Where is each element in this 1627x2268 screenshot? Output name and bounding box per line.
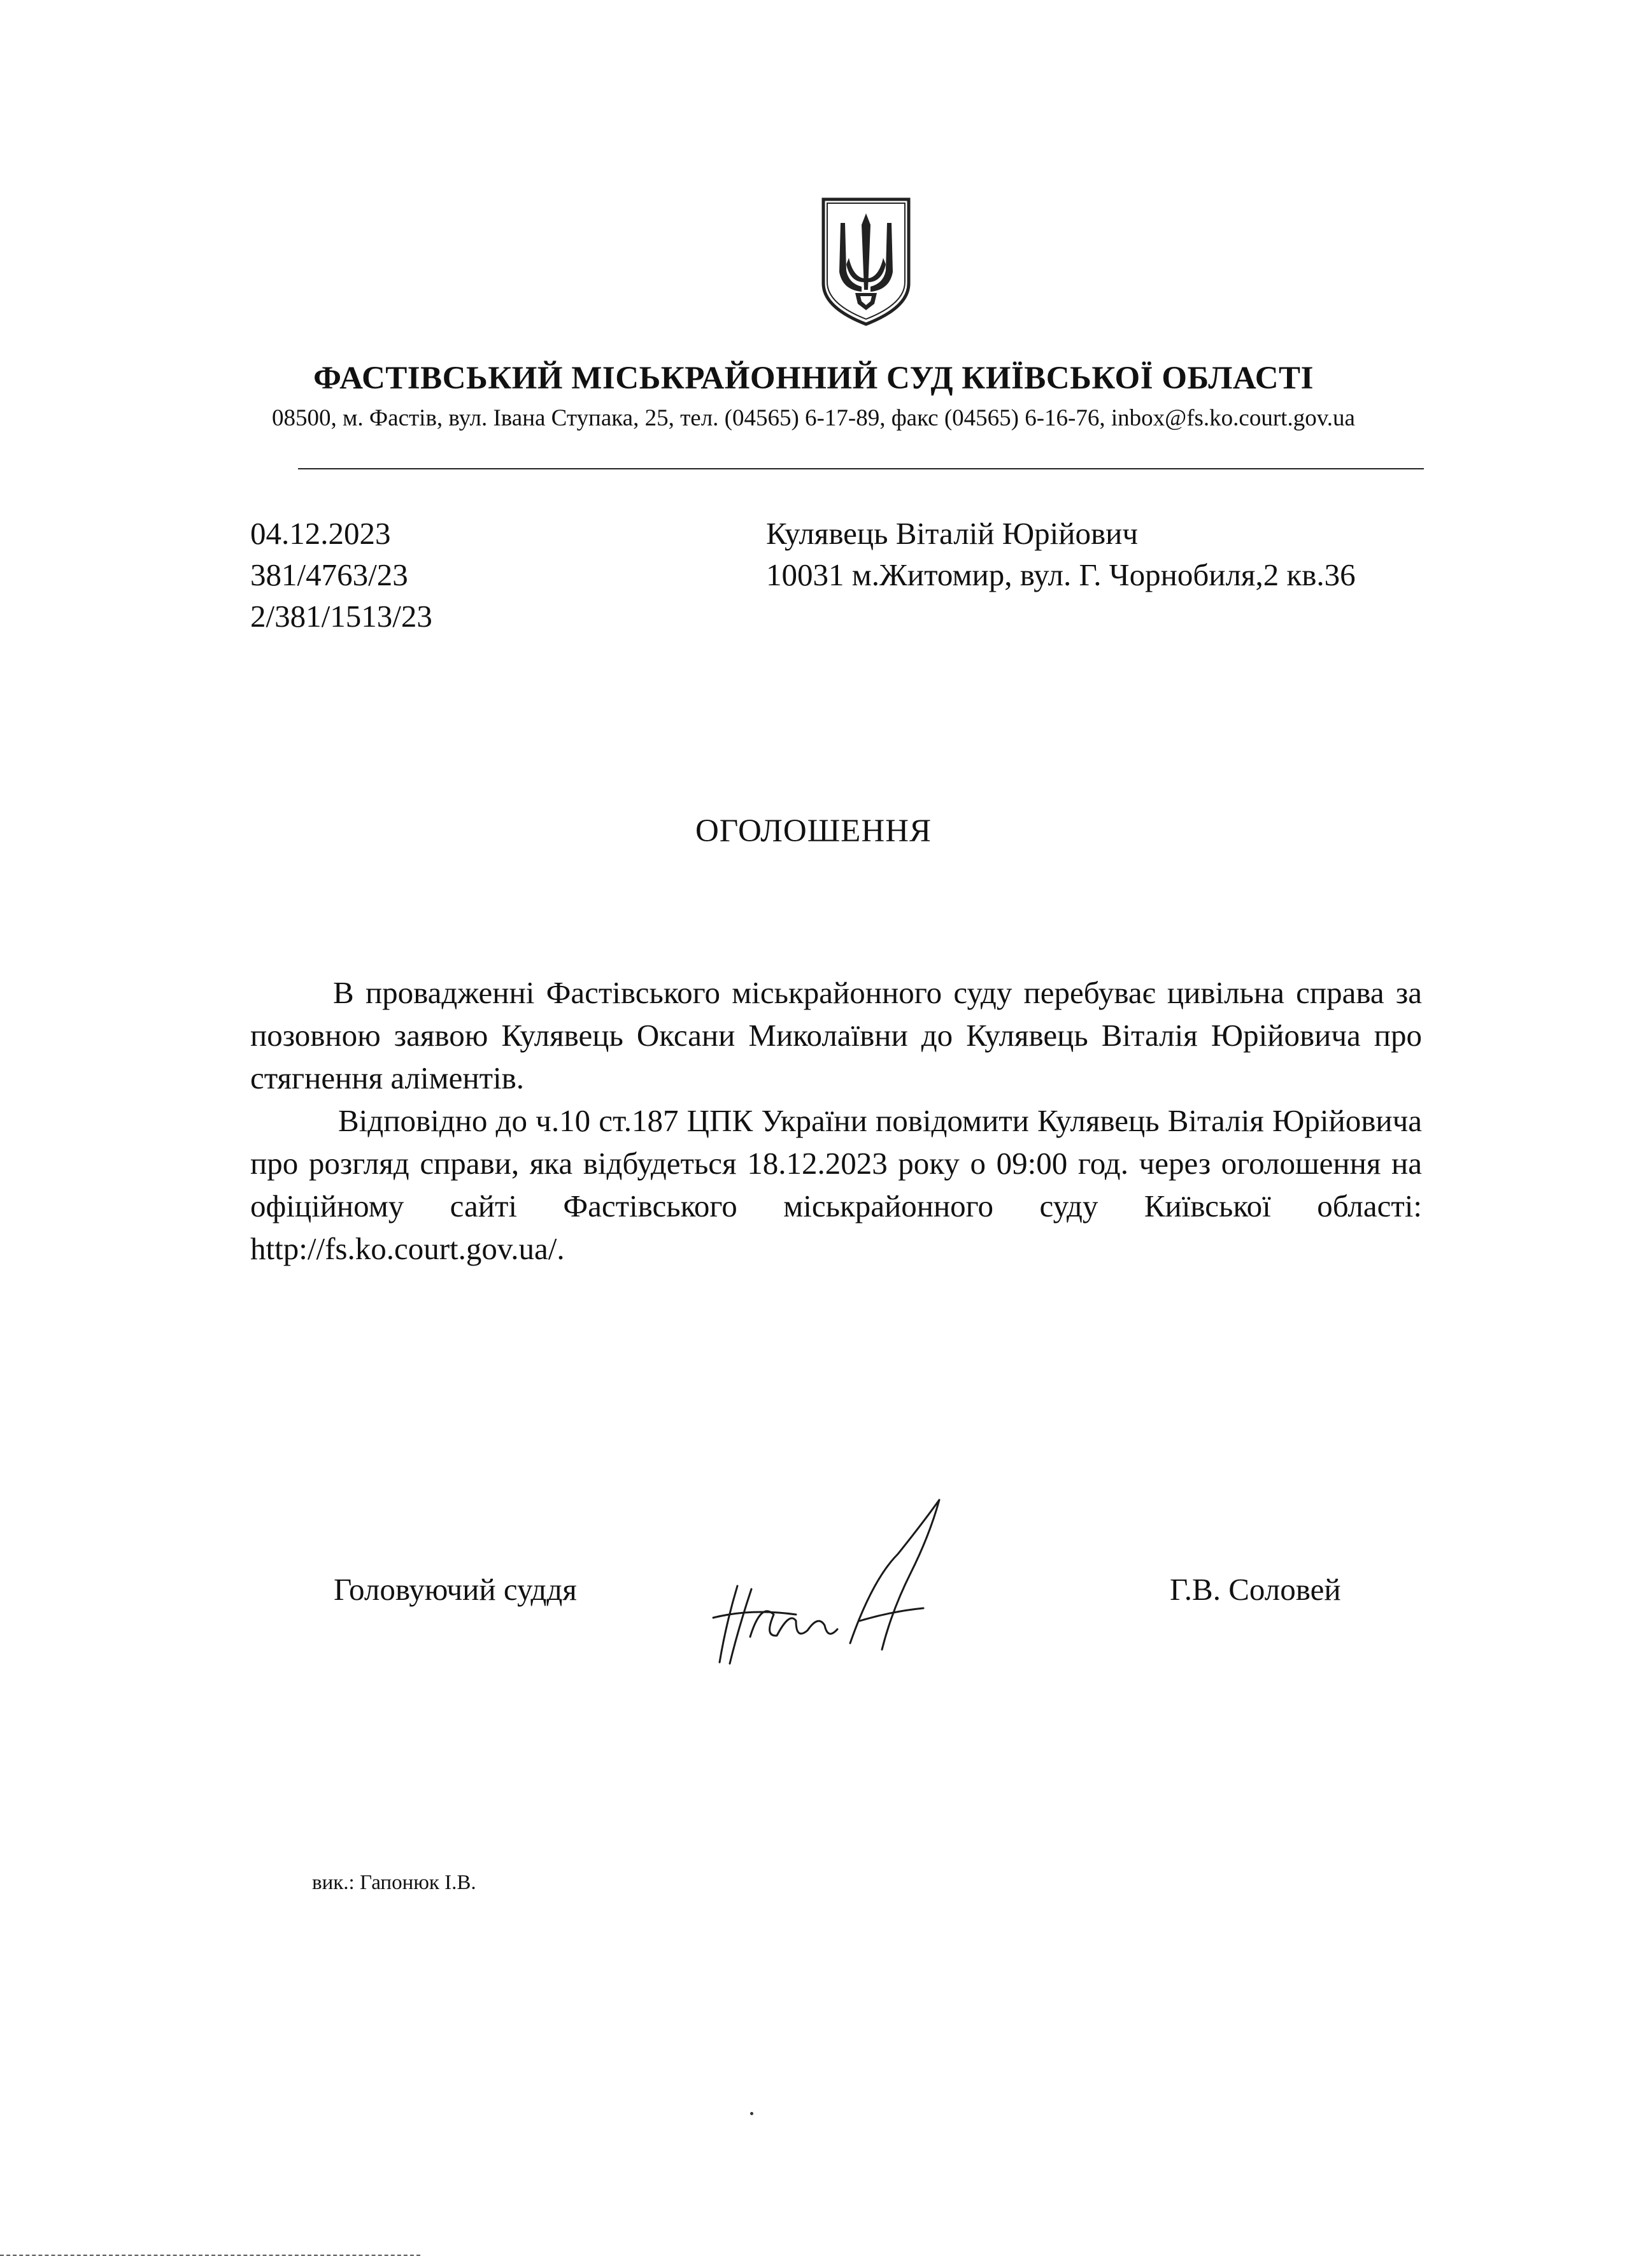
- footer-divider: [0, 2255, 420, 2256]
- body-paragraph-2: Відповідно до ч.10 ст.187 ЦПК України повідомити Кулявець Віталія Юрійовича про розгляд справи, яка відбудеться 18.12.2023 року о 09:00 год. через оголошення на офіційному сайті Фастівського міськрайонного суду Київської області: http://fs.ko.court.gov.ua/.: [250, 1103, 1422, 1266]
- court-address: 08500, м. Фастів, вул. Івана Ступака, 25, тел. (04565) 6-17-89, факс (04565) 6-16-76, inbox@fs.ko.court.gov.ua: [272, 405, 1355, 431]
- document-title: ОГОЛОШЕННЯ: [695, 813, 932, 849]
- case-number: 2/381/1513/23: [250, 599, 432, 634]
- judge-name: Г.В. Соловей: [1170, 1572, 1341, 1607]
- executor-note: вик.: Гапонюк І.В.: [312, 1871, 476, 1894]
- recipient-name: Кулявець Віталій Юрійович: [766, 516, 1138, 551]
- trident-coat-of-arms-icon: [818, 194, 914, 328]
- handwritten-signature-icon: [700, 1484, 993, 1669]
- body-paragraph-1: В провадженні Фастівського міськрайонного суду перебуває цивільна справа за позовною заявою Кулявець Оксани Миколаївни до Кулявець Віталія Юрійовича про стягнення аліментів.: [250, 975, 1422, 1095]
- scan-dot: [750, 2112, 753, 2115]
- header-divider: [298, 468, 1424, 469]
- signature-label: Головуючий суддя: [334, 1572, 577, 1607]
- court-name: ФАСТІВСЬКИЙ МІСЬКРАЙОННИЙ СУД КИЇВСЬКОЇ ОБЛАСТІ: [313, 360, 1314, 396]
- document-date: 04.12.2023: [250, 516, 391, 551]
- outgoing-number: 381/4763/23: [250, 557, 408, 592]
- recipient-address: 10031 м.Житомир, вул. Г. Чорнобиля,2 кв.36: [766, 557, 1356, 592]
